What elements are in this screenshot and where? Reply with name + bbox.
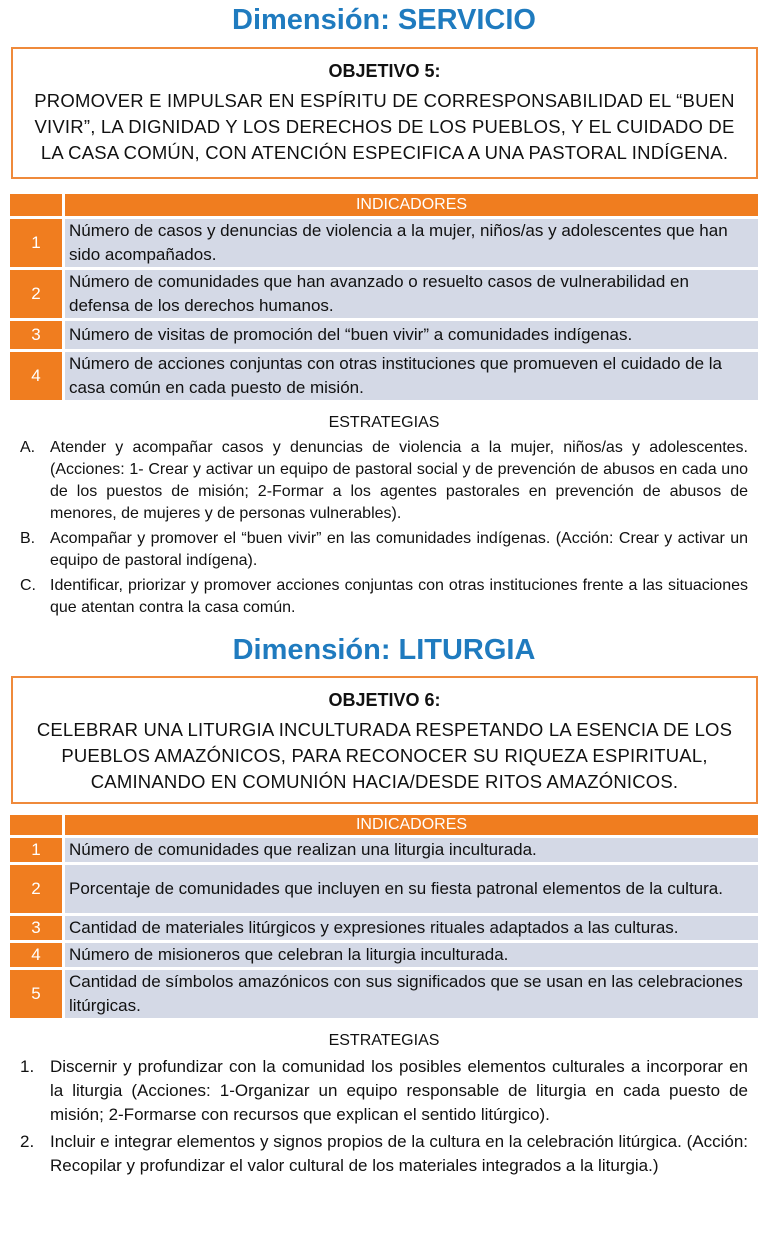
liturgia-title-word: LITURGIA xyxy=(398,634,536,666)
indicator-number: 4 xyxy=(10,352,65,400)
servicio-title xyxy=(0,4,768,37)
list-item xyxy=(20,575,748,619)
servicio-objective-box xyxy=(11,47,758,179)
table-row xyxy=(10,838,758,862)
liturgia-indicators-header-row xyxy=(10,815,758,835)
indicator-text: Número de comunidades que realizan una liturgia inculturada. xyxy=(65,838,758,862)
servicio-strategies-list xyxy=(20,437,748,622)
indicator-number: 1 xyxy=(10,219,65,267)
indicator-text: Número de visitas de promoción del “buen vivir” a comunidades indígenas. xyxy=(65,321,758,349)
strategy-text: Incluir e integrar elementos y signos propios de la cultura en la celebración litúrgica. (Acción: Recopilar y profundizar el valor cultural de los materiales integrados a la liturgia.) xyxy=(50,1132,748,1175)
table-row xyxy=(10,865,758,913)
indicator-number: 4 xyxy=(10,943,65,967)
indicator-text: Número de comunidades que han avanzado o resuelto casos de vulnerabilidad en defensa de los derechos humanos. xyxy=(65,270,758,318)
table-row xyxy=(10,270,758,318)
strategy-marker: B. xyxy=(20,530,36,547)
strategy-marker: C. xyxy=(20,577,36,594)
indicator-number: 2 xyxy=(10,270,65,318)
liturgia-objective-text: CELEBRAR UNA LITURGIA INCULTURADA RESPETANDO LA ESENCIA DE LOS PUEBLOS AMAZÓNICOS, PARA RECONOCER SU RIQUEZA ESPIRITUAL, CAMINANDO EN COMUNIÓN HACIA/DESDE RITOS AMAZÓNICOS. xyxy=(36,719,733,792)
indicator-text: Número de acciones conjuntas con otras instituciones que promueven el cuidado de la casa común en cada puesto de misión. xyxy=(65,352,758,400)
indicator-text: Cantidad de materiales litúrgicos y expresiones rituales adaptados a las culturas. xyxy=(65,916,758,940)
servicio-indicators-header: INDICADORES xyxy=(65,194,758,216)
indicator-text: Número de misioneros que celebran la liturgia inculturada. xyxy=(65,943,758,967)
liturgia-indicators-table xyxy=(10,812,758,1021)
strategy-marker: 2. xyxy=(20,1132,35,1151)
list-item xyxy=(20,437,748,525)
indicator-number: 3 xyxy=(10,916,65,940)
servicio-objective-label: OBJETIVO 5: xyxy=(328,61,441,81)
liturgia-strategies-list xyxy=(20,1055,748,1181)
table-row xyxy=(10,352,758,400)
servicio-strategies-heading: ESTRATEGIAS xyxy=(328,414,440,431)
indicator-number: 1 xyxy=(10,838,65,862)
table-row xyxy=(10,970,758,1018)
table-row xyxy=(10,916,758,940)
list-item xyxy=(20,1130,748,1178)
table-row xyxy=(10,321,758,349)
liturgia-objective-box xyxy=(11,676,758,804)
servicio-title-prefix: Dimensión: xyxy=(232,4,390,36)
indicator-number: 3 xyxy=(10,321,65,349)
servicio-indicators-header-row xyxy=(10,194,758,216)
servicio-indicators-table xyxy=(10,191,758,403)
strategy-marker: 1. xyxy=(20,1057,35,1076)
liturgia-indicators-header: INDICADORES xyxy=(65,815,758,835)
liturgia-strategies-heading: ESTRATEGIAS xyxy=(328,1032,440,1049)
liturgia-objective-label: OBJETIVO 6: xyxy=(328,690,441,710)
servicio-title-word: SERVICIO xyxy=(397,4,536,36)
servicio-objective-text: PROMOVER E IMPULSAR EN ESPÍRITU DE CORRESPONSABILIDAD EL “BUEN VIVIR”, LA DIGNIDAD Y LOS DERECHOS DE LOS PUEBLOS, Y EL CUIDADO DE LA CASA COMÚN, CON ATENCIÓN ESPECIFICA A UNA PASTORAL INDÍGENA. xyxy=(34,90,735,163)
indicator-text: Número de casos y denuncias de violencia a la mujer, niños/as y adolescentes que han sido acompañados. xyxy=(65,219,758,267)
table-row xyxy=(10,943,758,967)
indicator-text: Porcentaje de comunidades que incluyen en su fiesta patronal elementos de la cultura. xyxy=(65,865,758,913)
strategy-text: Identificar, priorizar y promover acciones conjuntas con otras instituciones frente a las situaciones que atentan contra la casa común. xyxy=(50,577,748,616)
servicio-indicators-header-blank xyxy=(10,194,65,216)
strategy-text: Acompañar y promover el “buen vivir” en las comunidades indígenas. (Acción: Crear y activar un equipo de pastoral indígena). xyxy=(50,530,748,569)
strategy-text: Discernir y profundizar con la comunidad los posibles elementos culturales a incorporar en la liturgia (Acciones: 1-Organizar un equipo responsable de liturgia en cada puesto de misión; 2-Formarse con recursos que explican el sentido litúrgico). xyxy=(50,1057,748,1124)
strategy-marker: A. xyxy=(20,439,36,456)
list-item xyxy=(20,1055,748,1127)
indicator-text: Cantidad de símbolos amazónicos con sus significados que se usan en las celebraciones litúrgicas. xyxy=(65,970,758,1018)
table-row xyxy=(10,219,758,267)
indicator-number: 2 xyxy=(10,865,65,913)
liturgia-title xyxy=(0,634,768,667)
list-item xyxy=(20,528,748,572)
liturgia-indicators-header-blank xyxy=(10,815,65,835)
strategy-text: Atender y acompañar casos y denuncias de violencia a la mujer, niños/as y adolescentes. (Acciones: 1- Crear y activar un equipo de pastoral social y de prevención de abusos en cada uno de los puestos de misión; 2-Formar a los agentes pastorales en prevención de abusos de menores, de mujeres y de personas vulnerables). xyxy=(50,439,748,522)
liturgia-title-prefix: Dimensión: xyxy=(232,634,391,666)
indicator-number: 5 xyxy=(10,970,65,1018)
